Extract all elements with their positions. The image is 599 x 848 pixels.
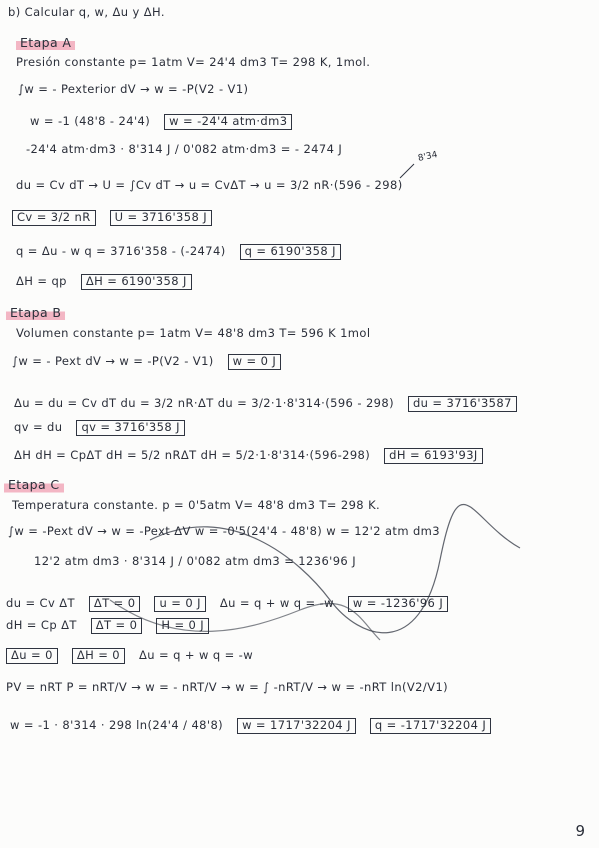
note-line [30,114,292,130]
note-line [18,84,248,96]
boxed-result: ΔH = 6190'358 J [81,274,192,290]
boxed-result: Δu = 0 [6,648,58,664]
note-line [6,596,448,612]
boxed-result: u = 0 J [154,596,205,612]
note-text: PV = nRT P = nRT/V → w = - nRT/V → w = ∫ -nRT/V → w = -nRT ln(V2/V1) [6,680,449,694]
note-line [14,396,517,412]
note-line [16,36,75,51]
note-line [10,718,491,734]
boxed-result: qv = 3716'358 J [76,420,184,436]
note-text: b) Calcular q, w, Δu y ΔH. [8,5,165,19]
note-line [14,420,185,436]
note-text: w = -1 · 8'314 · 298 ln(24'4 / 48'8) [10,718,224,732]
note-line [12,210,212,226]
note-text: Δu = q + w q = -w [139,648,254,662]
note-text: qv = du [14,420,63,434]
boxed-result: ΔH = 0 [72,648,125,664]
note-line [34,556,356,568]
note-text: dH = Cp ΔT [6,618,77,632]
note-line [12,500,380,512]
note-text: du = Cv ΔT [6,596,75,610]
note-line [6,648,253,664]
note-line [16,274,192,290]
note-line [16,57,370,69]
note-line [8,7,165,19]
stage-heading: Etapa C [4,478,64,493]
note-line [16,328,370,340]
boxed-result: ΔT = 0 [91,618,143,634]
note-text: w = -1 (48'8 - 24'4) [30,114,151,128]
note-line [4,478,64,493]
note-line [8,526,440,538]
note-text: du = Cv dT → U = ∫Cv dT → u = CvΔT → u = 3/2 nR·(596 - 298) [16,178,403,192]
note-line [26,144,342,156]
note-text: ∫w = - Pext dV → w = -P(V2 - V1) [12,354,214,368]
note-text: ∫w = -Pext dV → w = -Pext ΔV w = -0'5(24'4 - 48'8) w = 12'2 atm dm3 [8,524,440,538]
note-text: ΔH dH = CpΔT dH = 5/2 nRΔT dH = 5/2·1·8'314·(596-298) [14,448,371,462]
boxed-result: ΔT = 0 [89,596,141,612]
boxed-result: du = 3716'3587 [408,396,517,412]
note-line [6,682,448,694]
note-text: Presión constante p= 1atm V= 24'4 dm3 T= 298 K, 1mol. [16,55,371,69]
boxed-result: q = -1717'32204 J [370,718,491,734]
margin-annotation: 8'34 [417,150,439,164]
stage-heading: Etapa B [6,306,65,321]
stage-heading: Etapa A [16,36,75,51]
note-line [6,306,65,321]
boxed-result: w = 0 J [228,354,282,370]
boxed-result: H = 0 J [156,618,209,634]
note-text: q = Δu - w q = 3716'358 - (-2474) [16,244,226,258]
note-text: -24'4 atm·dm3 · 8'314 J / 0'082 atm·dm3 = - 2474 J [26,142,343,156]
note-line [16,244,341,260]
boxed-result: w = -1236'96 J [348,596,448,612]
note-line [16,180,403,192]
note-line [6,618,209,634]
note-text: Δu = q + w q = -w [219,596,334,610]
boxed-result: q = 6190'358 J [240,244,341,260]
note-text: Volumen constante p= 1atm V= 48'8 dm3 T= 596 K 1mol [16,326,371,340]
note-text: Δu = du = Cv dT du = 3/2 nR·ΔT du = 3/2·1·8'314·(596 - 298) [14,396,394,410]
boxed-result: Cv = 3/2 nR [12,210,96,226]
boxed-result: w = 1717'32204 J [237,718,356,734]
note-text: ΔH = qp [16,274,67,288]
boxed-result: dH = 6193'93J [384,448,483,464]
note-text: ∫w = - Pexterior dV → w = -P(V2 - V1) [18,82,249,96]
note-line [14,448,483,464]
note-line [12,354,281,370]
note-text: Temperatura constante. p = 0'5atm V= 48'8 dm3 T= 298 K. [12,498,381,512]
boxed-result: U = 3716'358 J [110,210,212,226]
boxed-result: w = -24'4 atm·dm3 [164,114,292,130]
note-text: 12'2 atm dm3 · 8'314 J / 0'082 atm dm3 = 1236'96 J [34,554,356,568]
page-number: 9 [575,822,585,840]
